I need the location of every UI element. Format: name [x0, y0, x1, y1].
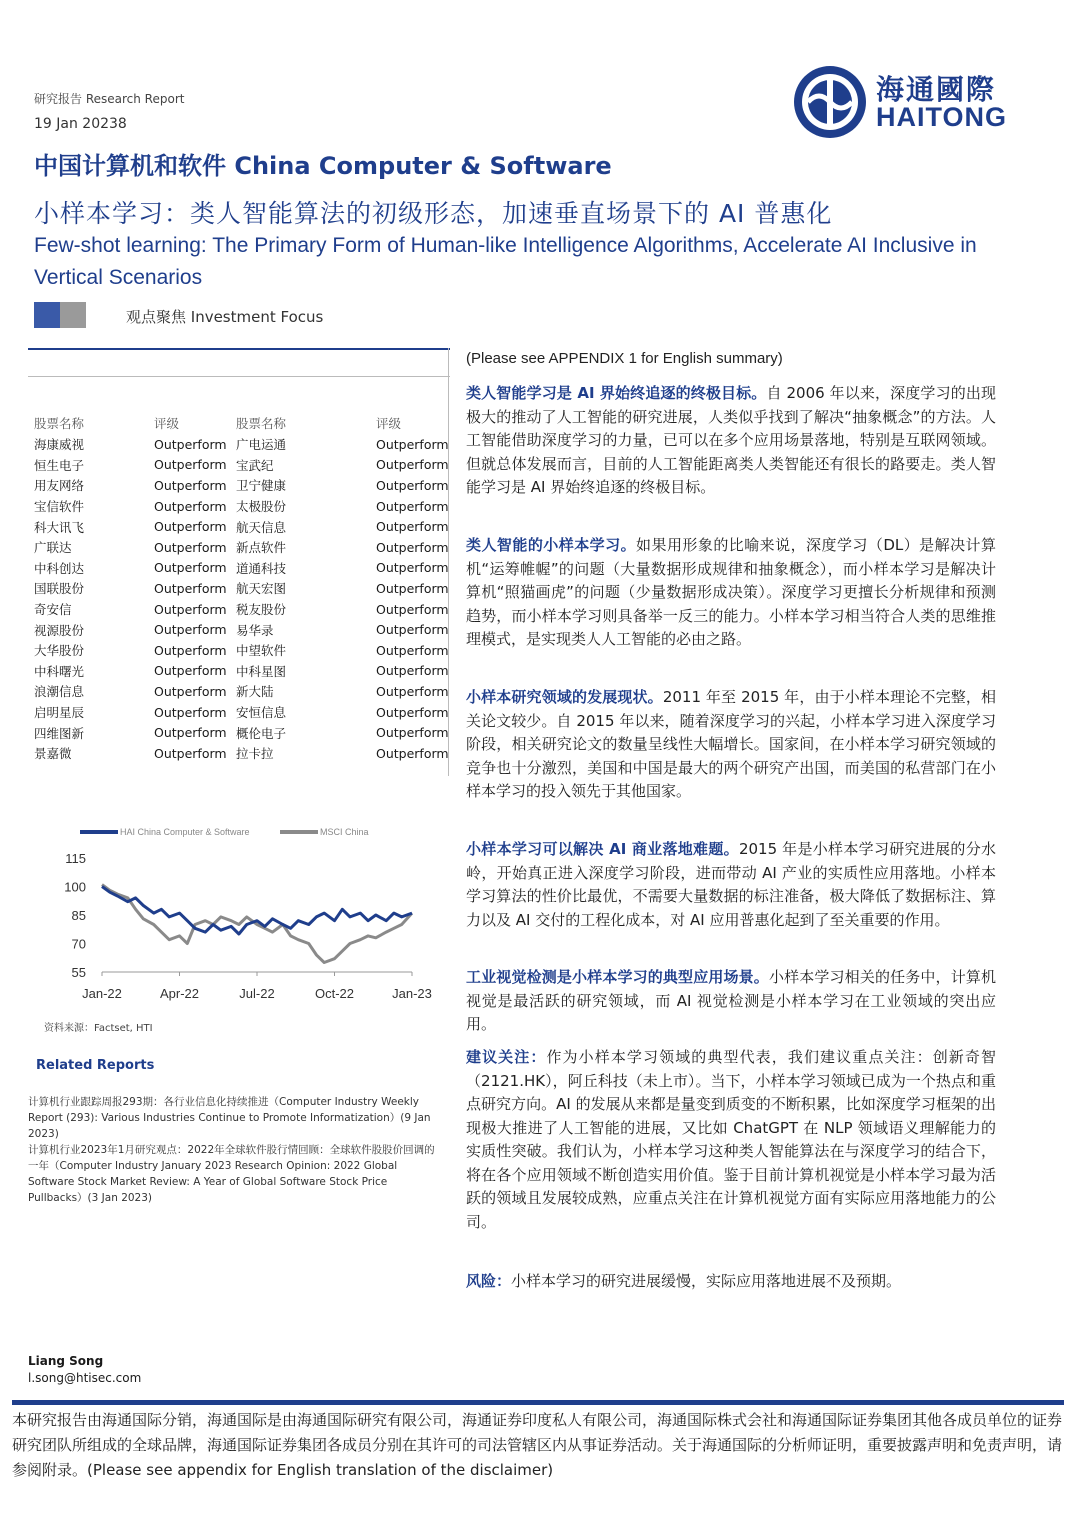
- rating-cell: Outperform: [376, 457, 449, 473]
- rating-cell: Outperform: [154, 601, 227, 617]
- rating-cell: Outperform: [154, 436, 227, 452]
- table-header-row: [34, 412, 456, 434]
- series-line-1: [102, 885, 412, 963]
- header-rating: 评级: [376, 416, 402, 431]
- table-row: [34, 722, 456, 743]
- stock-name-cell: 税友股份: [236, 602, 287, 618]
- report-title-en: Few-shot learning: The Primary Form of Human-like Intelligence Algorithms, Accelerate AI Inclusive in Vertical Scenarios: [34, 234, 977, 289]
- rating-cell: Outperform: [376, 436, 449, 452]
- y-tick-label: 85: [71, 908, 86, 923]
- paragraph-lead: 小样本研究领域的发展现状。: [466, 688, 663, 706]
- series-line-0: [102, 887, 412, 935]
- rating-cell: Outperform: [154, 498, 227, 514]
- paragraph-lead: 风险：: [466, 1272, 512, 1290]
- stock-name-cell: 道通科技: [236, 560, 287, 576]
- stock-name-cell: 安恒信息: [236, 705, 287, 721]
- stock-name-cell: 拉卡拉: [236, 746, 274, 762]
- paragraph-lead: 类人智能学习是 AI 界始终追逐的终极目标。: [466, 384, 767, 402]
- left-column-top-rule: [28, 348, 450, 350]
- stock-name-cell: 新大陆: [236, 684, 274, 700]
- stock-name-cell: 景嘉微: [34, 746, 72, 762]
- stock-name-cell: 浪潮信息: [34, 684, 85, 700]
- report-date: 19 Jan 20238: [34, 116, 127, 132]
- table-row: [34, 578, 456, 599]
- stock-name-cell: 航天宏图: [236, 581, 287, 597]
- paragraph-body: 2011 年至 2015 年，由于小样本理论不完整，相关论文较少。自 2015 年以来，随着深度学习的兴起，小样本学习进入深度学习阶段，相关研究论文的数量呈线性大幅增长。国家间，在小样本学习研究领域的竞争也十分激烈，美国和中国是最大的两个研究产出国，而美国的私营部门在小样本学习的投入领先于其他国家。: [466, 688, 996, 800]
- investment-focus-label: 观点聚焦 Investment Focus: [126, 308, 324, 326]
- stock-name-cell: 宝信软件: [34, 499, 85, 515]
- rating-cell: Outperform: [154, 704, 227, 720]
- stock-name-cell: 中科星图: [236, 663, 287, 679]
- stock-name-cell: 宝武纪: [236, 457, 274, 473]
- rating-cell: Outperform: [376, 498, 449, 514]
- stock-name-cell: 中科曙光: [34, 663, 85, 679]
- stock-name-cell: 太极股份: [236, 499, 287, 515]
- stock-name-cell: 四维图新: [34, 725, 85, 741]
- rating-cell: Outperform: [376, 704, 449, 720]
- paragraph-lead: 类人智能的小样本学习。: [466, 536, 637, 554]
- table-row: [34, 496, 456, 517]
- stock-name-cell: 中科创达: [34, 560, 85, 576]
- paragraph-body: 小样本学习相关的任务中，计算机视觉是最活跃的研究领域，而 AI 视觉检测是小样本学习在工业领域的突出应用。: [466, 968, 996, 1033]
- stock-name-cell: 恒生电子: [34, 457, 85, 473]
- x-tick-label: Jan-22: [82, 986, 122, 1001]
- x-tick-label: Jul-22: [239, 986, 275, 1001]
- analyst-name: Liang Song: [28, 1354, 104, 1368]
- table-row: [34, 558, 456, 579]
- table-row: [34, 661, 456, 682]
- paragraph-lead: 建议关注：: [466, 1048, 547, 1066]
- x-tick-label: Oct-22: [314, 986, 355, 1001]
- rating-cell: Outperform: [154, 663, 227, 679]
- stock-name-cell: 广联达: [34, 540, 72, 556]
- rating-cell: Outperform: [154, 580, 227, 596]
- stock-name-cell: 奇安信: [34, 602, 72, 618]
- table-row: [34, 434, 456, 455]
- paragraph-vision: [466, 966, 996, 1037]
- focus-marker-blue: [34, 302, 60, 328]
- rating-cell: Outperform: [376, 642, 449, 658]
- header-rating: 评级: [154, 416, 180, 431]
- stock-name-cell: 卫宁健康: [236, 478, 287, 494]
- paragraph-body: 作为小样本学习领域的典型代表，我们建议重点关注：创新奇智（2121.HK），阿丘科技（未上市）。当下，小样本学习领域已成为一个热点和重点研究方向。AI 的发展从来都是量变到质变的不断积累，比如深度学习框架的出现极大推进了人工智能的进展，又比如 ChatGPT 在 NLP 领域语义理解能力的实质性突破。我们认为，小样本学习这种类人智能算法在与深度学习的结合下，将在各个应用领域不断创造实用价值。鉴于目前计算机视觉是小样本学习最为活跃的领域且发展较成熟，应重点关注在计算机视觉方面有实际应用落地能力的公司。: [466, 1048, 996, 1231]
- x-tick-label: Apr-22: [159, 986, 200, 1001]
- report-type: 研究报告 Research Report: [34, 92, 185, 106]
- header-stock-name: 股票名称: [236, 416, 287, 431]
- rating-cell: Outperform: [154, 560, 227, 576]
- y-tick-label: 100: [64, 879, 86, 895]
- rating-cell: Outperform: [154, 622, 227, 638]
- paragraph-body: 如果用形象的比喻来说，深度学习（DL）是解决计算机“运筹帷幄”的问题（大量数据形成规律和抽象概念），而小样本学习是解决计算机“照猫画虎”的问题（少量数据形成决策）。深度学习更擅长分析规律和预测趋势，而小样本学习则具备举一反三的能力。小样本学习相当符合人类的思维推理模式，是实现类人人工智能的必由之路。: [466, 536, 996, 648]
- table-row: [34, 475, 456, 496]
- y-tick-label: 115: [65, 851, 86, 866]
- table-row: [34, 537, 456, 558]
- table-row: [34, 640, 456, 661]
- paragraph-lead: 小样本学习可以解决 AI 商业落地难题。: [466, 840, 739, 858]
- rating-cell: Outperform: [376, 663, 449, 679]
- rating-cell: Outperform: [154, 642, 227, 658]
- stock-name-cell: 中望软件: [236, 643, 287, 659]
- rating-cell: Outperform: [376, 683, 449, 699]
- table-row: [34, 599, 456, 620]
- rating-cell: Outperform: [376, 745, 449, 761]
- stock-rating-table: [34, 412, 456, 764]
- paragraph-body: 自 2006 年以来，深度学习的出现极大的推动了人工智能的研究进展，人类似乎找到了解决“抽象概念”的方法。人工智能借助深度学习的力量，已可以在多个应用场景落地，特别是互联网领域。但就总体发展而言，目前的人工智能距离类人类智能还有很长的路要走。类人智能学习是 AI 界始终追逐的终极目标。: [466, 384, 996, 496]
- performance-chart: [52, 820, 432, 1010]
- paragraph-body: 2015 年是小样本学习研究进展的分水岭，开始真正进入深度学习阶段，进而带动 AI 产业的实质性应用落地。小样本学习算法的性价比最优，不需要大量数据的标注准备，极大降低了数据标注、算力以及 AI 交付的工程化成本，对 AI 应用普惠化起到了至关重要的作用。: [466, 840, 996, 929]
- rating-cell: Outperform: [154, 725, 227, 741]
- logo-text-cn: 海通國際: [876, 73, 997, 106]
- rating-cell: Outperform: [376, 601, 449, 617]
- footer-disclaimer: 本研究报告由海通国际分销，海通国际是由海通国际研究有限公司，海通证券印度私人有限公司，海通国际株式会社和海通国际证券集团其他各成员单位的证券研究团队所组成的全球品牌，海通国际证券集团各成员分别在其许可的司法管辖区内从事证券活动。关于海通国际的分析师证明，重要披露声明和免责声明，请参阅附录。(Please see appendix for English translation of the disclaimer): [12, 1411, 1063, 1479]
- table-row: [34, 702, 456, 723]
- related-report-item[interactable]: 计算机行业跟踪周报293期：各行业信息化持续推进（Computer Industry Weekly Report (293): Various Industries Continue to Promote Informatization）(9 Jan 2023): [28, 1096, 431, 1140]
- rating-cell: Outperform: [376, 560, 449, 576]
- table-row: [34, 516, 456, 537]
- y-tick-label: 55: [71, 965, 86, 980]
- stock-name-cell: 大华股份: [34, 643, 85, 659]
- paragraph-fewshot: [466, 534, 996, 652]
- rating-cell: Outperform: [154, 683, 227, 699]
- rating-cell: Outperform: [376, 580, 449, 596]
- haitong-logo-icon: [790, 62, 870, 142]
- legend-label: HAI China Computer & Software: [120, 827, 250, 837]
- stock-name-cell: 广电运通: [236, 437, 287, 453]
- rating-cell: Outperform: [376, 539, 449, 555]
- rating-cell: Outperform: [376, 622, 449, 638]
- report-title-cn: 小样本学习：类人智能算法的初级形态，加速垂直场景下的 AI 普惠化: [34, 199, 833, 228]
- related-reports-title: Related Reports: [36, 1058, 155, 1073]
- stock-name-cell: 海康威视: [34, 437, 85, 453]
- rating-cell: Outperform: [154, 745, 227, 761]
- rating-cell: Outperform: [154, 519, 227, 535]
- rating-cell: Outperform: [376, 725, 449, 741]
- paragraph-risk: [466, 1270, 996, 1294]
- legend-label: MSCI China: [320, 827, 369, 837]
- footer-rule: [12, 1400, 1064, 1405]
- paragraph-lead: 工业视觉检测是小样本学习的典型应用场景。: [466, 968, 769, 986]
- rating-cell: Outperform: [376, 477, 449, 493]
- stock-name-cell: 易华录: [236, 622, 274, 638]
- paragraph-status: [466, 686, 996, 804]
- paragraph-body: 小样本学习的研究进展缓慢，实际应用落地进展不及预期。: [511, 1272, 902, 1290]
- stock-name-cell: 科大讯飞: [34, 519, 85, 535]
- paragraph-goal: [466, 382, 996, 500]
- stock-name-cell: 新点软件: [236, 540, 287, 556]
- rating-cell: Outperform: [154, 457, 227, 473]
- sector-title: 中国计算机和软件 China Computer & Software: [34, 152, 612, 180]
- analyst-email[interactable]: l.song@htisec.com: [28, 1371, 142, 1385]
- left-column-divider: [28, 376, 450, 377]
- related-report-item[interactable]: 计算机行业2023年1月研究观点：2022年全球软件股行情回顾：全球软件股股价回调的一年（Computer Industry January 2023 Research Opinion: 2022 Global Software Stock Market Review: A Year of Global Software Stock Price Pullbacks）(3 Jan 2023): [28, 1144, 435, 1204]
- table-row: [34, 455, 456, 476]
- appendix-note: (Please see APPENDIX 1 for English summary): [466, 350, 783, 367]
- rating-cell: Outperform: [376, 519, 449, 535]
- y-tick-label: 70: [71, 936, 86, 952]
- rating-cell: Outperform: [154, 477, 227, 493]
- x-tick-label: Jan-23: [392, 986, 432, 1001]
- logo-text-en: HAITONG: [876, 102, 1008, 132]
- stock-name-cell: 概伦电子: [236, 725, 287, 741]
- stock-name-cell: 视源股份: [34, 622, 85, 638]
- table-row: [34, 681, 456, 702]
- stock-name-cell: 航天信息: [236, 519, 287, 535]
- table-row: [34, 619, 456, 640]
- table-row: [34, 743, 456, 764]
- stock-name-cell: 启明星辰: [34, 705, 85, 721]
- focus-marker-grey: [60, 302, 86, 328]
- paragraph-commercial: [466, 838, 996, 932]
- stock-name-cell: 用友网络: [34, 478, 85, 494]
- paragraph-recommendation: [466, 1046, 996, 1234]
- stock-name-cell: 国联股份: [34, 581, 85, 597]
- rating-cell: Outperform: [154, 539, 227, 555]
- header-stock-name: 股票名称: [34, 416, 85, 431]
- chart-source: 资料来源：Factset, HTI: [44, 1023, 153, 1034]
